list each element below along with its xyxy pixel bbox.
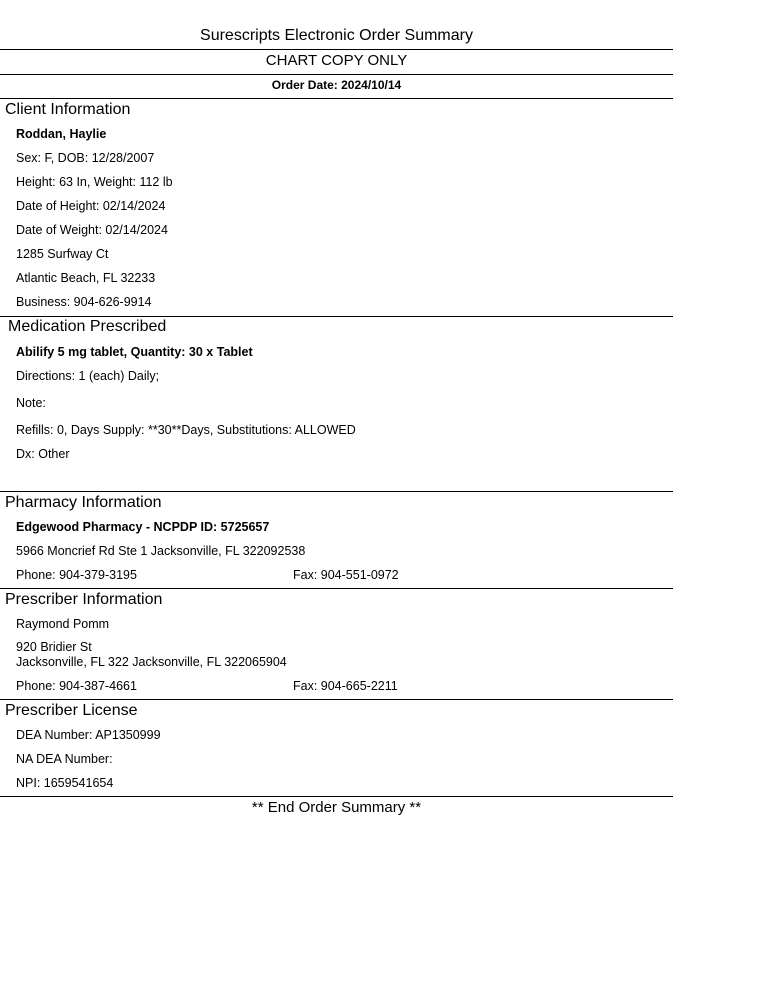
medication-section-heading: Medication Prescribed [8, 318, 167, 335]
client-address-line2: Atlantic Beach, FL 32233 [16, 271, 156, 285]
medication-note: Note: [16, 396, 46, 410]
client-height-date: Date of Height: 02/14/2024 [16, 199, 166, 213]
client-sex-dob: Sex: F, DOB: 12/28/2007 [16, 151, 155, 165]
divider [0, 699, 673, 700]
prescriber-address-line2: Jacksonville, FL 322 Jacksonville, FL 322065904 [16, 655, 287, 669]
license-section-heading: Prescriber License [5, 702, 138, 719]
divider [0, 796, 673, 797]
divider [0, 74, 673, 75]
chart-copy-label: CHART COPY ONLY [265, 52, 408, 69]
divider [0, 491, 673, 492]
medication-diagnosis: Dx: Other [16, 447, 70, 461]
end-order-summary: ** End Order Summary ** [251, 799, 422, 816]
divider [0, 49, 673, 50]
medication-refills: Refills: 0, Days Supply: **30**Days, Substitutions: ALLOWED [16, 423, 356, 437]
client-name: Roddan, Haylie [16, 127, 107, 141]
prescriber-address-line1: 920 Bridier St [16, 640, 92, 654]
pharmacy-phone: Phone: 904-379-3195 [16, 568, 137, 582]
client-section-heading: Client Information [5, 101, 131, 118]
prescriber-section-heading: Prescriber Information [5, 591, 163, 608]
client-height-weight: Height: 63 In, Weight: 112 lb [16, 175, 173, 189]
dea-number: DEA Number: AP1350999 [16, 728, 161, 742]
pharmacy-section-heading: Pharmacy Information [5, 494, 162, 511]
npi-number: NPI: 1659541654 [16, 776, 114, 790]
prescriber-name: Raymond Pomm [16, 617, 110, 631]
client-weight-date: Date of Weight: 02/14/2024 [16, 223, 168, 237]
client-business-phone: Business: 904-626-9914 [16, 295, 152, 309]
medication-directions: Directions: 1 (each) Daily; [16, 369, 160, 383]
divider [0, 316, 673, 317]
pharmacy-address: 5966 Moncrief Rd Ste 1 Jacksonville, FL 322092538 [16, 544, 306, 558]
document-title: Surescripts Electronic Order Summary [200, 27, 473, 44]
na-dea-number: NA DEA Number: [16, 752, 113, 766]
divider [0, 588, 673, 589]
prescriber-phone: Phone: 904-387-4661 [16, 679, 137, 693]
pharmacy-fax: Fax: 904-551-0972 [293, 568, 399, 582]
client-address-line1: 1285 Surfway Ct [16, 247, 109, 261]
order-date: Order Date: 2024/10/14 [271, 78, 402, 92]
prescriber-fax: Fax: 904-665-2211 [293, 679, 398, 693]
divider [0, 98, 673, 99]
medication-drug: Abilify 5 mg tablet, Quantity: 30 x Tablet [16, 345, 253, 359]
pharmacy-name: Edgewood Pharmacy - NCPDP ID: 5725657 [16, 520, 270, 534]
